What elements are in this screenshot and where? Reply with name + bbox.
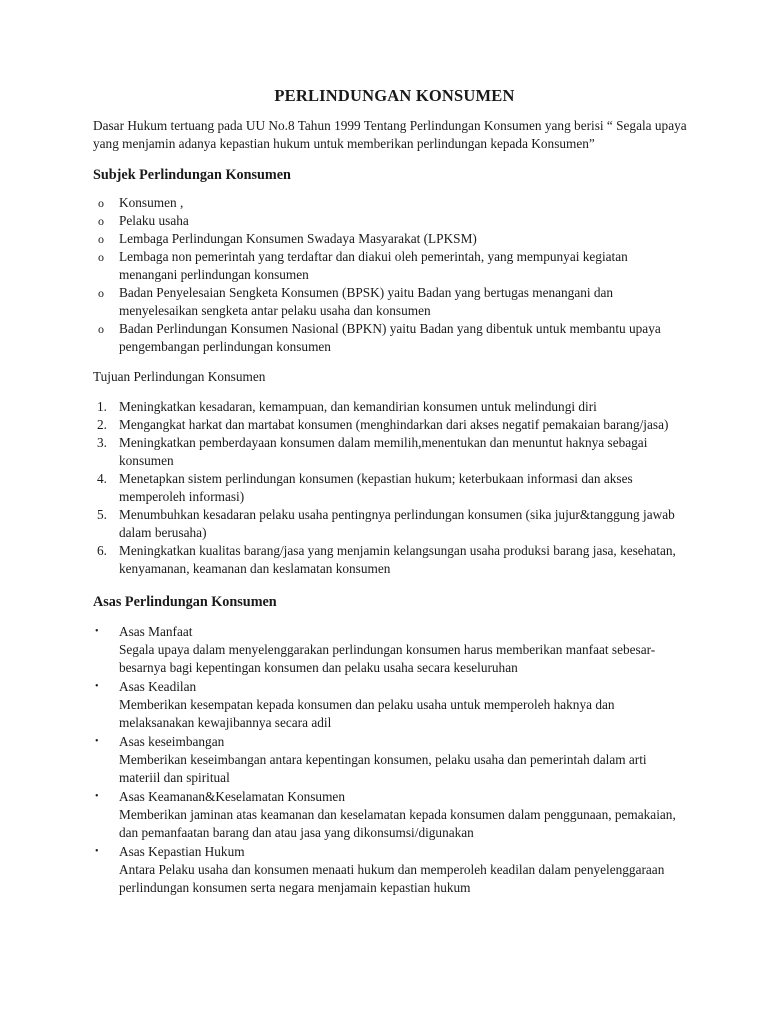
list-item-text: Menumbuhkan kesadaran pelaku usaha pentingnya perlindungan konsumen (sika jujur&tanggung jawab dalam berusaha) <box>119 507 675 540</box>
circle-bullet: o <box>98 214 104 228</box>
asas-heading: Asas Perlindungan Konsumen <box>93 594 277 610</box>
bullet-dot: • <box>95 791 99 802</box>
list-item <box>93 788 688 842</box>
list-item <box>93 506 688 542</box>
list-item-text: Lembaga non pemerintah yang terdaftar dan diakui oleh pemerintah, yang mempunyai kegiatan menangani perlindungan konsumen <box>119 249 628 282</box>
list-item <box>93 194 688 212</box>
subjek-list <box>93 194 688 356</box>
circle-bullet: o <box>98 196 104 210</box>
list-item <box>93 542 688 578</box>
item-number: 3. <box>97 435 107 450</box>
bullet-dot: • <box>95 736 99 747</box>
list-item <box>93 470 688 506</box>
list-item <box>93 320 688 356</box>
item-number: 4. <box>97 471 107 486</box>
circle-bullet: o <box>98 286 104 300</box>
list-item <box>93 623 688 677</box>
asas-section <box>93 593 688 897</box>
list-item <box>93 212 688 230</box>
tujuan-list <box>93 398 688 578</box>
list-item <box>93 678 688 732</box>
list-item <box>93 398 688 416</box>
bullet-dot: • <box>95 626 99 637</box>
list-item-text: Pelaku usaha <box>119 213 189 228</box>
asas-name: Asas Keadilan <box>119 679 197 694</box>
list-item-text: Meningkatkan kesadaran, kemampuan, dan kemandirian konsumen untuk melindungi diri <box>119 399 597 414</box>
asas-name: Asas keseimbangan <box>119 734 225 749</box>
list-item-text: Meningkatkan pemberdayaan konsumen dalam memilih,menentukan dan menuntut haknya sebagai konsumen <box>119 435 648 468</box>
asas-description: Memberikan kesempatan kepada konsumen dan pelaku usaha untuk memperoleh haknya dan melaksanakan kewajibannya secara adil <box>119 697 615 730</box>
asas-name: Asas Manfaat <box>119 624 193 639</box>
list-item <box>93 733 688 787</box>
intro-paragraph: Dasar Hukum tertuang pada UU No.8 Tahun 1999 Tentang Perlindungan Konsumen yang berisi “ Segala upaya yang menjamin adanya kepastian hukum untuk memberikan perlindungan kepada Konsumen” <box>93 118 687 151</box>
asas-name: Asas Keamanan&Keselamatan Konsumen <box>119 789 345 804</box>
circle-bullet: o <box>98 322 104 336</box>
list-item <box>93 416 688 434</box>
circle-bullet: o <box>98 232 104 246</box>
list-item-text: Badan Perlindungan Konsumen Nasional (BPKN) yaitu Badan yang dibentuk untuk membantu upaya pengembangan perlindungan konsumen <box>119 321 661 354</box>
item-number: 1. <box>97 399 107 414</box>
asas-list <box>93 623 688 897</box>
asas-description: Memberikan jaminan atas keamanan dan keselamatan kepada konsumen dalam penggunaan, pemakaian, dan pemanfaatan barang dan atau jasa yang dikonsumsi/digunakan <box>119 807 676 840</box>
list-item <box>93 248 688 284</box>
list-item <box>93 284 688 320</box>
item-number: 2. <box>97 417 107 432</box>
list-item-text: Mengangkat harkat dan martabat konsumen (menghindarkan dari akses negatif pemakaian barang/jasa) <box>119 417 669 432</box>
bullet-dot: • <box>95 846 99 857</box>
document-title: PERLINDUNGAN KONSUMEN <box>274 86 515 105</box>
list-item-text: Konsumen , <box>119 195 184 210</box>
list-item-text: Menetapkan sistem perlindungan konsumen (kepastian hukum; keterbukaan informasi dan akses memperoleh informasi) <box>119 471 633 504</box>
list-item <box>93 230 688 248</box>
subjek-heading: Subjek Perlindungan Konsumen <box>93 167 291 183</box>
asas-description: Antara Pelaku usaha dan konsumen menaati hukum dan memperoleh keadilan dalam penyelenggaraan perlindungan konsumen serta negara menjamain kepastian hukum <box>119 862 665 895</box>
list-item-text: Badan Penyelesaian Sengketa Konsumen (BPSK) yaitu Badan yang bertugas menangani dan menyelesaikan sengketa antar pelaku usaha dan konsumen <box>119 285 614 318</box>
list-item-text: Meningkatkan kualitas barang/jasa yang menjamin kelangsungan usaha produksi barang jasa, kesehatan, kenyamanan, keamanan dan keslamatan konsumen <box>119 543 676 576</box>
circle-bullet: o <box>98 250 104 264</box>
list-item <box>93 843 688 897</box>
list-item <box>93 434 688 470</box>
asas-name: Asas Kepastian Hukum <box>119 844 245 859</box>
item-number: 6. <box>97 543 107 558</box>
asas-description: Segala upaya dalam menyelenggarakan perlindungan konsumen harus memberikan manfaat sebesar-besarnya bagi kepentingan konsumen dan pelaku usaha secara keseluruhan <box>119 642 656 675</box>
asas-description: Memberikan keseimbangan antara kepentingan konsumen, pelaku usaha dan pemerintah dalam arti materiil dan spiritual <box>119 752 647 785</box>
tujuan-heading: Tujuan Perlindungan Konsumen <box>93 369 266 384</box>
bullet-dot: • <box>95 681 99 692</box>
list-item-text: Lembaga Perlindungan Konsumen Swadaya Masyarakat (LPKSM) <box>119 231 477 246</box>
item-number: 5. <box>97 507 107 522</box>
